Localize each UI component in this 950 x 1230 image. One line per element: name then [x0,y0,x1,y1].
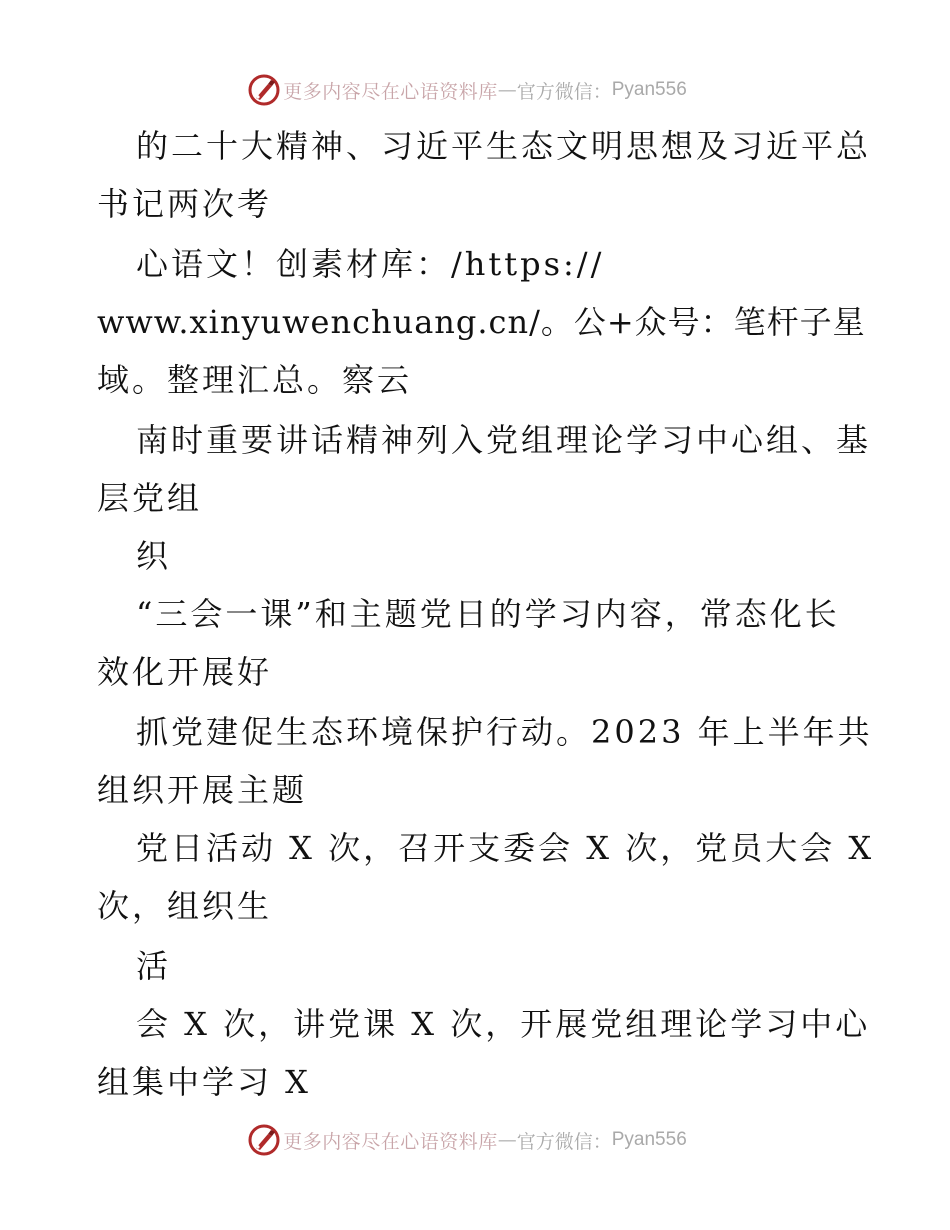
body-line: 南时重要讲话精神列入党组理论学习中心组、基 [136,421,872,459]
body-line: 效化开展好 [97,653,273,691]
body-line: “三会一课”和主题党日的学习内容，常态化长 [136,595,840,633]
watermark-wechat-id: Pyan556 [611,79,687,100]
body-line: 织 [136,537,172,575]
body-line: 活 [136,947,172,985]
footer-watermark [0,1120,950,1160]
body-line: 次，组织生 [97,887,273,925]
body-line: 党日活动 X 次，召开支委会 X 次，党员大会 X [136,829,875,867]
header-watermark [0,70,950,110]
body-line: 心语文！创素材库：/https:// [136,245,605,283]
body-line: 抓党建促生态环境保护行动。2023 年上半年共 [136,713,873,751]
watermark-content [247,73,687,107]
body-line: 层党组 [97,479,203,517]
watermark-wechat-label: 官方微信： [516,1130,612,1153]
pen-logo-icon [247,1123,281,1157]
pen-logo-icon [247,73,281,107]
body-line: 组集中学习 X [97,1063,311,1101]
body-line: 组织开展主题 [97,771,308,809]
watermark-separator: — [497,79,517,101]
body-line: 书记两次考 [97,185,273,223]
body-line: 会 X 次，讲党课 X 次，开展党组理论学习中心 [136,1005,871,1043]
body-line: www.xinyuwenchuang.cn/。公+众号：笔杆子星 [97,303,866,341]
body-line: 域。整理汇总。察云 [97,361,413,399]
watermark-brand: 更多内容尽在心语资料库 [283,1130,498,1153]
watermark-wechat-id: Pyan556 [611,1129,687,1150]
watermark-brand: 更多内容尽在心语资料库 [283,80,498,103]
body-line: 的二十大精神、习近平生态文明思想及习近平总 [136,127,872,165]
watermark-separator: — [497,1129,517,1151]
watermark-wechat-label: 官方微信： [516,80,612,103]
watermark-content [247,1123,687,1157]
